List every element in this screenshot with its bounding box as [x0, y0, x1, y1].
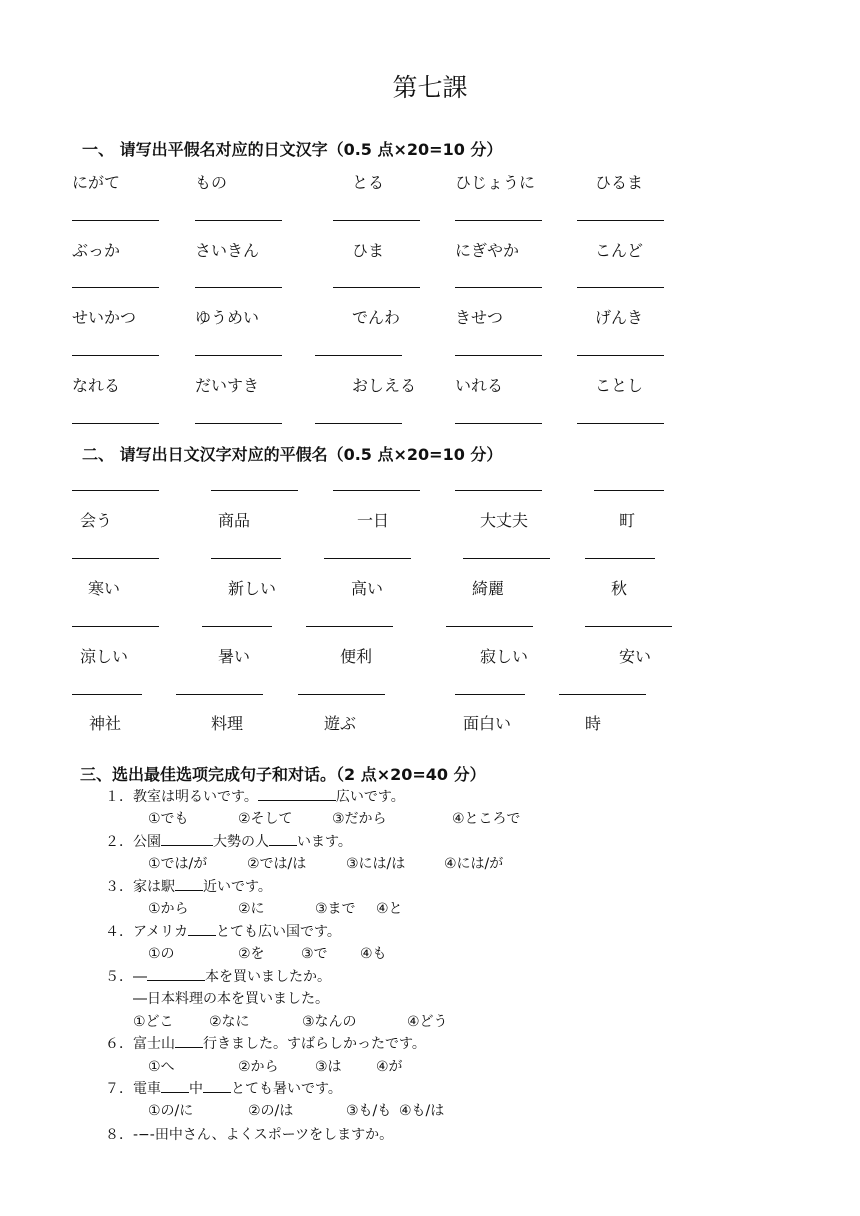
- section2-word: 大丈夫: [480, 511, 529, 530]
- question-number: ５．: [105, 969, 133, 985]
- section1-word: ひるま: [595, 173, 644, 192]
- question-line: [105, 831, 352, 851]
- section1-word: だいすき: [195, 376, 260, 395]
- section1-word: げんき: [595, 308, 644, 327]
- answer-blank[interactable]: [306, 626, 393, 627]
- question-number: ６．: [105, 1036, 133, 1052]
- question-line2: ―日本料理の本を買いました。: [133, 991, 329, 1007]
- section1-word: せいかつ: [72, 308, 137, 327]
- section2-word: 商品: [218, 511, 251, 530]
- answer-blank[interactable]: [161, 1080, 189, 1093]
- answer-option[interactable]: ③で: [301, 946, 328, 962]
- answer-blank[interactable]: [455, 694, 525, 695]
- answer-option[interactable]: ③まで: [315, 901, 356, 917]
- answer-blank[interactable]: [455, 220, 542, 221]
- section2-word: 安い: [619, 647, 652, 666]
- question-text: 電車: [133, 1081, 161, 1097]
- answer-blank[interactable]: [72, 490, 159, 491]
- answer-blank[interactable]: [446, 626, 533, 627]
- section2-word: 便利: [340, 647, 373, 666]
- section2-word: 秋: [611, 579, 628, 598]
- answer-blank[interactable]: [585, 558, 655, 559]
- answer-blank[interactable]: [269, 833, 297, 846]
- section1-word: ひじょうに: [455, 173, 536, 192]
- question-text: ―: [133, 969, 147, 985]
- answer-option[interactable]: ①へ: [148, 1059, 175, 1075]
- section2-word: 一日: [357, 511, 390, 530]
- section1-word: とる: [352, 173, 385, 192]
- question-line: [105, 786, 405, 806]
- answer-option[interactable]: ④どう: [407, 1014, 448, 1030]
- answer-blank[interactable]: [298, 694, 385, 695]
- answer-option[interactable]: ③なんの: [302, 1014, 357, 1030]
- section1-word: にがて: [72, 173, 121, 192]
- answer-option[interactable]: ③には/は: [346, 856, 406, 872]
- section1-word: きせつ: [455, 308, 504, 327]
- answer-blank[interactable]: [72, 287, 159, 288]
- answer-option[interactable]: ②から: [238, 1059, 279, 1075]
- answer-option[interactable]: ①どこ: [133, 1014, 174, 1030]
- question-text: 行きました。すばらしかったです。: [203, 1036, 426, 1052]
- answer-blank[interactable]: [175, 1035, 203, 1048]
- question-text: 教室は明るいです。: [133, 789, 258, 805]
- answer-blank[interactable]: [72, 694, 142, 695]
- question-text: とても暑いです。: [231, 1081, 342, 1097]
- question-number: ８．: [105, 1127, 133, 1143]
- section2-word: 遊ぶ: [324, 714, 357, 733]
- section2-word: 綺麗: [472, 579, 505, 598]
- section1-word: さいきん: [195, 241, 260, 260]
- section2-word: 会う: [80, 511, 113, 530]
- section2-heading: 二、 请写出日文汉字对应的平假名（0.5 点×20=10 分）: [82, 445, 503, 464]
- section2-word: 寒い: [88, 579, 121, 598]
- answer-blank[interactable]: [455, 287, 542, 288]
- answer-option[interactable]: ①の: [148, 946, 175, 962]
- answer-blank[interactable]: [211, 490, 298, 491]
- question-line: [105, 876, 272, 896]
- answer-blank[interactable]: [203, 1080, 231, 1093]
- answer-blank[interactable]: [315, 423, 402, 424]
- answer-blank[interactable]: [577, 355, 664, 356]
- answer-option[interactable]: ③も/も: [346, 1103, 392, 1119]
- section1-word: なれる: [72, 376, 121, 395]
- answer-blank[interactable]: [72, 558, 159, 559]
- section1-word: ぶっか: [72, 241, 121, 260]
- question-text: 公園: [133, 834, 161, 850]
- section1-word: もの: [195, 173, 228, 192]
- question-line: [105, 1033, 426, 1053]
- section1-word: いれる: [455, 376, 504, 395]
- answer-option[interactable]: ④と: [376, 901, 403, 917]
- answer-option[interactable]: ④には/が: [444, 856, 504, 872]
- answer-option[interactable]: ④が: [376, 1059, 403, 1075]
- answer-blank[interactable]: [594, 490, 664, 491]
- answer-blank[interactable]: [161, 833, 213, 846]
- answer-blank[interactable]: [333, 287, 420, 288]
- answer-blank[interactable]: [455, 490, 542, 491]
- answer-blank[interactable]: [72, 626, 159, 627]
- section3-heading: 三、选出最佳选项完成句子和对话。（2 点×20=40 分）: [80, 765, 486, 784]
- question-text: 大勢の人: [213, 834, 269, 850]
- answer-option[interactable]: ②に: [238, 901, 265, 917]
- section2-word: 町: [619, 511, 636, 530]
- question-text: 中: [189, 1081, 203, 1097]
- answer-blank[interactable]: [315, 355, 402, 356]
- question-number: ２．: [105, 834, 133, 850]
- answer-blank[interactable]: [195, 287, 282, 288]
- section2-word: 寂しい: [480, 647, 529, 666]
- answer-option[interactable]: ①の/に: [148, 1103, 194, 1119]
- answer-blank[interactable]: [455, 355, 542, 356]
- answer-blank[interactable]: [577, 287, 664, 288]
- answer-option[interactable]: ①では/が: [148, 856, 208, 872]
- section2-word: 涼しい: [80, 647, 129, 666]
- section2-word: 高い: [351, 579, 384, 598]
- answer-option[interactable]: ①から: [148, 901, 189, 917]
- section1-heading: 一、 请写出平假名对应的日文汉字（0.5 点×20=10 分）: [82, 140, 503, 159]
- question-line: [105, 1078, 342, 1098]
- question-text: 広いです。: [335, 789, 405, 805]
- answer-blank[interactable]: [72, 355, 159, 356]
- question-text: アメリカ: [133, 924, 189, 940]
- question-text: 富士山: [133, 1036, 175, 1052]
- section1-word: ことし: [595, 376, 644, 395]
- answer-blank[interactable]: [577, 220, 664, 221]
- answer-blank[interactable]: [188, 923, 216, 936]
- question-line: [105, 1124, 393, 1144]
- question-number: ３．: [105, 879, 133, 895]
- answer-option[interactable]: ②の/は: [248, 1103, 294, 1119]
- section2-word: 暑い: [218, 647, 251, 666]
- page-title: 第七課: [392, 73, 468, 102]
- question-text: 本を買いましたか。: [205, 969, 331, 985]
- question-line: [105, 921, 341, 941]
- answer-blank[interactable]: [585, 626, 672, 627]
- answer-option[interactable]: ②を: [238, 946, 265, 962]
- section2-word: 時: [585, 714, 602, 733]
- answer-option[interactable]: ③だから: [332, 811, 387, 827]
- answer-option[interactable]: ④も: [360, 946, 387, 962]
- answer-option[interactable]: ②なに: [209, 1014, 250, 1030]
- section2-word: 面白い: [463, 714, 512, 733]
- answer-blank[interactable]: [455, 423, 542, 424]
- answer-blank[interactable]: [258, 788, 336, 801]
- answer-blank[interactable]: [195, 220, 282, 221]
- answer-blank[interactable]: [577, 423, 664, 424]
- question-text: 家は駅: [133, 879, 175, 895]
- section1-word: ひま: [352, 241, 385, 260]
- answer-blank[interactable]: [147, 968, 205, 981]
- answer-blank[interactable]: [211, 558, 281, 559]
- answer-blank[interactable]: [72, 220, 159, 221]
- question-number: ７．: [105, 1081, 133, 1097]
- answer-blank[interactable]: [202, 626, 272, 627]
- answer-option[interactable]: ④も/は: [399, 1103, 445, 1119]
- answer-blank[interactable]: [195, 423, 282, 424]
- answer-option[interactable]: ③は: [315, 1059, 342, 1075]
- section2-word: 料理: [211, 714, 244, 733]
- answer-blank[interactable]: [463, 558, 550, 559]
- section1-word: でんわ: [352, 308, 401, 327]
- section1-word: にぎやか: [455, 241, 520, 260]
- answer-blank[interactable]: [195, 355, 282, 356]
- answer-blank[interactable]: [559, 694, 646, 695]
- answer-blank[interactable]: [175, 878, 203, 891]
- question-number: １．: [105, 789, 133, 805]
- answer-option[interactable]: ④ところで: [452, 811, 521, 827]
- question-number: ４．: [105, 924, 133, 940]
- section1-word: おしえる: [352, 376, 417, 395]
- section2-word: 神社: [89, 714, 122, 733]
- section1-word: ゆうめい: [195, 308, 260, 327]
- answer-blank[interactable]: [176, 694, 263, 695]
- question-text: 近いです。: [203, 879, 272, 895]
- question-text: います。: [297, 834, 352, 850]
- answer-option[interactable]: ②では/は: [247, 856, 307, 872]
- answer-blank[interactable]: [333, 220, 420, 221]
- question-text: -−-田中さん、よくスポーツをしますか。: [133, 1127, 394, 1143]
- answer-option[interactable]: ①でも: [148, 811, 189, 827]
- answer-blank[interactable]: [333, 490, 420, 491]
- question-text: とても広い国です。: [216, 924, 341, 940]
- section2-word: 新しい: [228, 579, 277, 598]
- question-line: [105, 966, 331, 986]
- answer-blank[interactable]: [72, 423, 159, 424]
- answer-blank[interactable]: [324, 558, 411, 559]
- answer-option[interactable]: ②そして: [238, 811, 293, 827]
- section1-word: こんど: [595, 241, 644, 260]
